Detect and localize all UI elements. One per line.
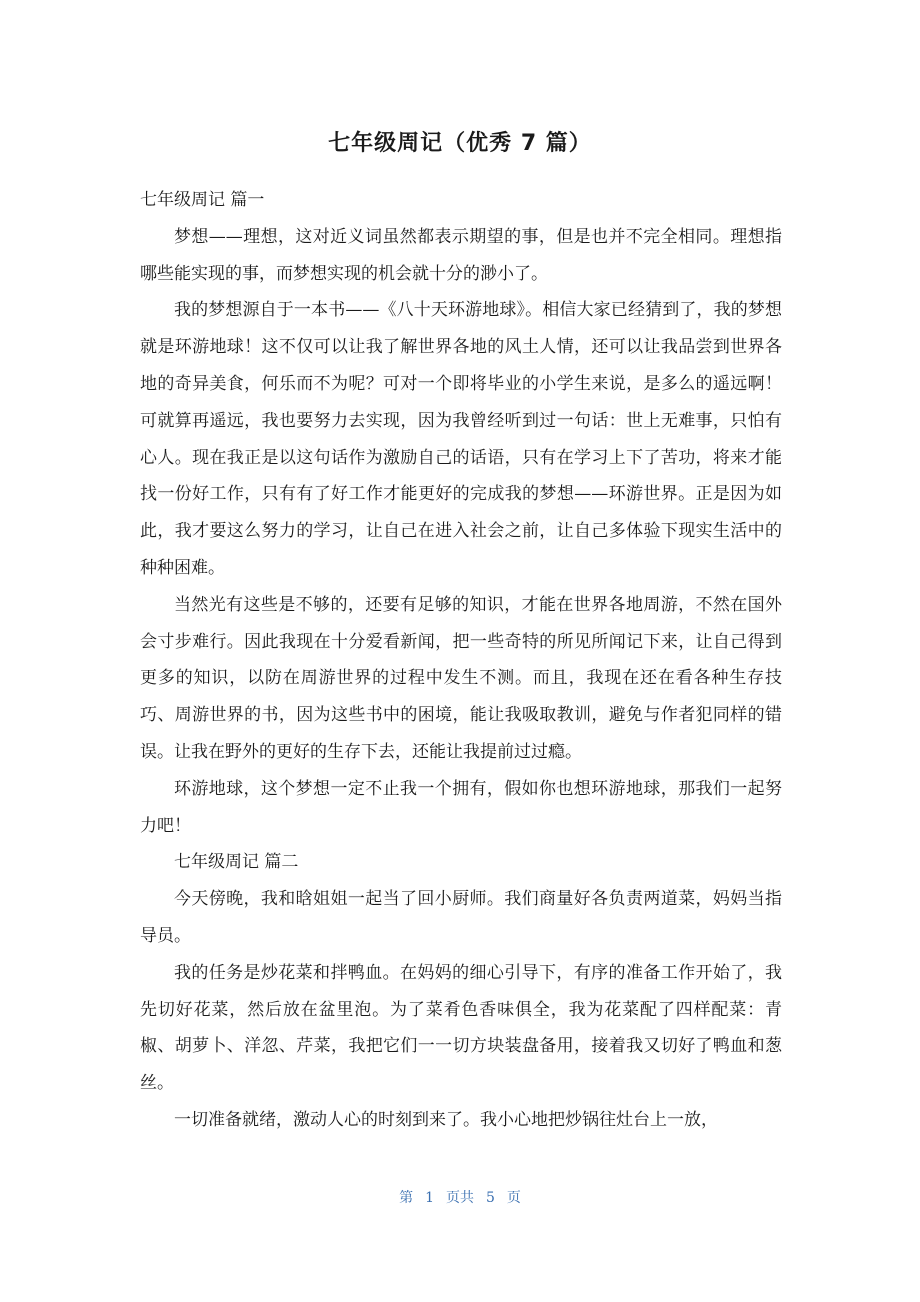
paragraph: 当然光有这些是不够的，还要有足够的知识，才能在世界各地周游，不然在国外会寸步难行。因此我现在十分爱看新闻，把一些奇特的所见所闻记下来，让自己得到更多的知识，以防在周游世界的过程中发生不测。而且，我现在还在看各种生存技巧、周游世界的书，因为这些书中的困境，能让我吸取教训，避免与作者犯同样的错误。让我在野外的更好的生存下去，还能让我提前过过瘾。 — [140, 594, 782, 762]
section-heading: 七年级周记 篇一 — [140, 190, 265, 210]
footer-current-page: 1 — [425, 1190, 434, 1206]
footer-suffix: 页 — [506, 1190, 521, 1206]
page-footer — [0, 1186, 920, 1210]
footer-total-pages: 5 — [486, 1190, 495, 1206]
section-heading: 七年级周记 篇二 — [174, 852, 299, 873]
footer-prefix: 第 — [399, 1190, 414, 1206]
paragraph: 梦想——理想，这对近义词虽然都表示期望的事，但是也并不完全相同。理想指哪些能实现的事，而梦想实现的机会就十分的渺小了。 — [140, 226, 782, 284]
footer-middle: 页共 — [446, 1190, 474, 1206]
paragraph: 环游地球，这个梦想一定不止我一个拥有，假如你也想环游地球，那我们一起努力吧！ — [140, 778, 782, 836]
paragraph: 我的梦想源自于一本书——《八十天环游地球》。相信大家已经猜到了，我的梦想就是环游地球！这不仅可以让我了解世界各地的风土人情，还可以让我品尝到世界各地的奇异美食，何乐而不为呢？可对一个即将毕业的小学生来说，是多么的遥远啊！可就算再遥远，我也要努力去实现，因为我曾经听到过一句话：世上无难事，只怕有心人。现在我正是以这句话作为激励自己的话语，只有在学习上下了苦功，将来才能找一份好工作，只有有了好工作才能更好的完成我的梦想——环游世界。正是因为如此，我才要这么努力的学习，让自己在进入社会之前，让自己多体验下现实生活中的种种困难。 — [140, 300, 782, 578]
document-body — [140, 182, 782, 1139]
paragraph: 我的任务是炒花菜和拌鸭血。在妈妈的细心引导下，有序的准备工作开始了，我先切好花菜，然后放在盆里泡。为了菜肴色香味俱全，我为花菜配了四样配菜：青椒、胡萝卜、洋忽、芹菜，我把它们一一切方块装盘备用，接着我又切好了鸭血和葱丝。 — [140, 962, 782, 1094]
paragraph: 今天傍晚，我和晗姐姐一起当了回小厨师。我们商量好各负责两道菜，妈妈当指导员。 — [140, 889, 782, 946]
paragraph: 一切准备就绪，激动人心的时刻到来了。我小心地把炒锅往灶台上一放， — [174, 1109, 718, 1130]
document-title: 七年级周记（优秀 7 篇） — [328, 131, 592, 156]
